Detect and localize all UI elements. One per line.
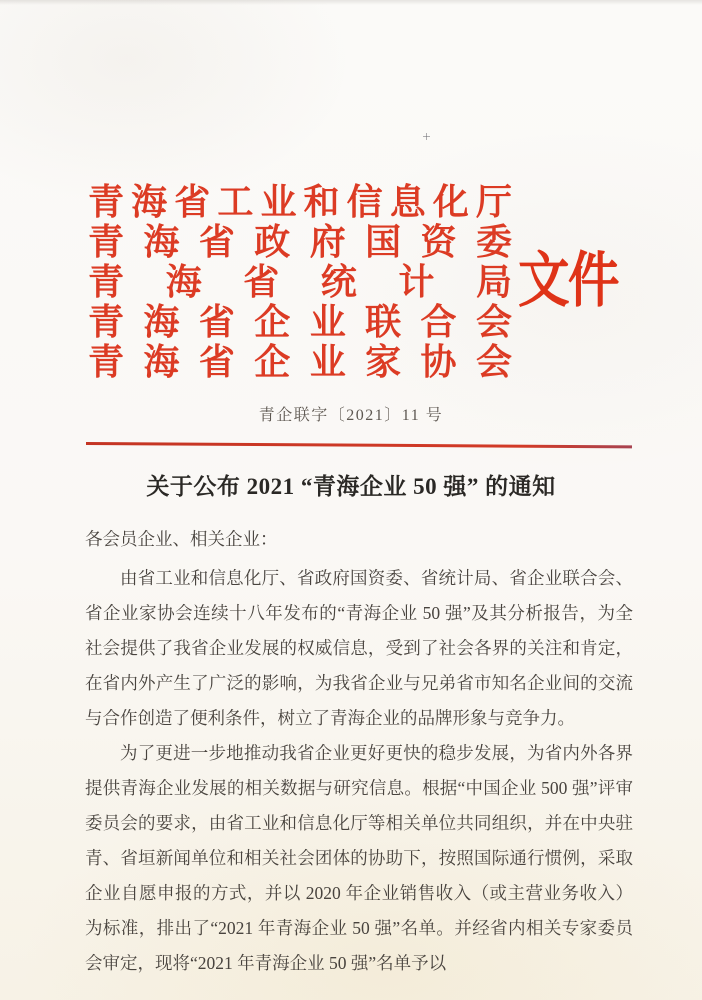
- agency-name-sasac: 青海省政府国资委: [88, 222, 512, 262]
- doc-body: [85, 522, 633, 981]
- body-paragraph-2: 为了更进一步地推动我省企业更好更快的稳步发展，为省内外各界提供青海企业发展的相关数据与研究信息。根据“中国企业 500 强”评审委员会的要求，由省工业和信息化厅等相关单位共同组织，并在中央驻青、省垣新闻单位和相关社会团体的协助下，按照国际通行惯例，采取企业自愿申报的方式，并以 2020 年企业销售收入（或主营业务收入）为标准，排出了“2021 年青海企业 50 强”名单。并经省内相关专家委员会审定，现将“2021 年青海企业 50 强”名单予以: [85, 743, 633, 973]
- salutation-line: 各会员企业、相关企业：: [85, 529, 278, 549]
- scan-artifact-mark: [423, 133, 430, 140]
- doc-type-label: 文件: [518, 248, 618, 314]
- doc-reference-number: 青企联字〔2021〕11 号: [258, 407, 444, 424]
- body-paragraph-1: 由省工业和信息化厅、省政府国资委、省统计局、省企业联合会、省企业家协会连续十八年发布的“青海企业 50 强”及其分析报告，为全社会提供了我省企业发展的权威信息，受到了社会各界的关注和肯定，在省内外产生了广泛的影响，为我省企业与兄弟省市知名企业间的交流与合作创造了便利条件，树立了青海企业的品牌形象与竞争力。: [85, 568, 633, 728]
- agency-name-enterprise-confederation: 青海省企业联合会: [88, 302, 512, 342]
- doc-title: 关于公布 2021 “青海企业 50 强” 的通知: [146, 474, 556, 499]
- red-separator-rule: [86, 442, 632, 448]
- letterhead: [88, 182, 512, 382]
- agency-name-statistics-bureau: 青海省统计局: [88, 262, 512, 302]
- agency-name-industry-it-dept: 青海省工业和信息化厅: [88, 182, 512, 222]
- agency-name-entrepreneurs-association: 青海省企业家协会: [88, 342, 512, 382]
